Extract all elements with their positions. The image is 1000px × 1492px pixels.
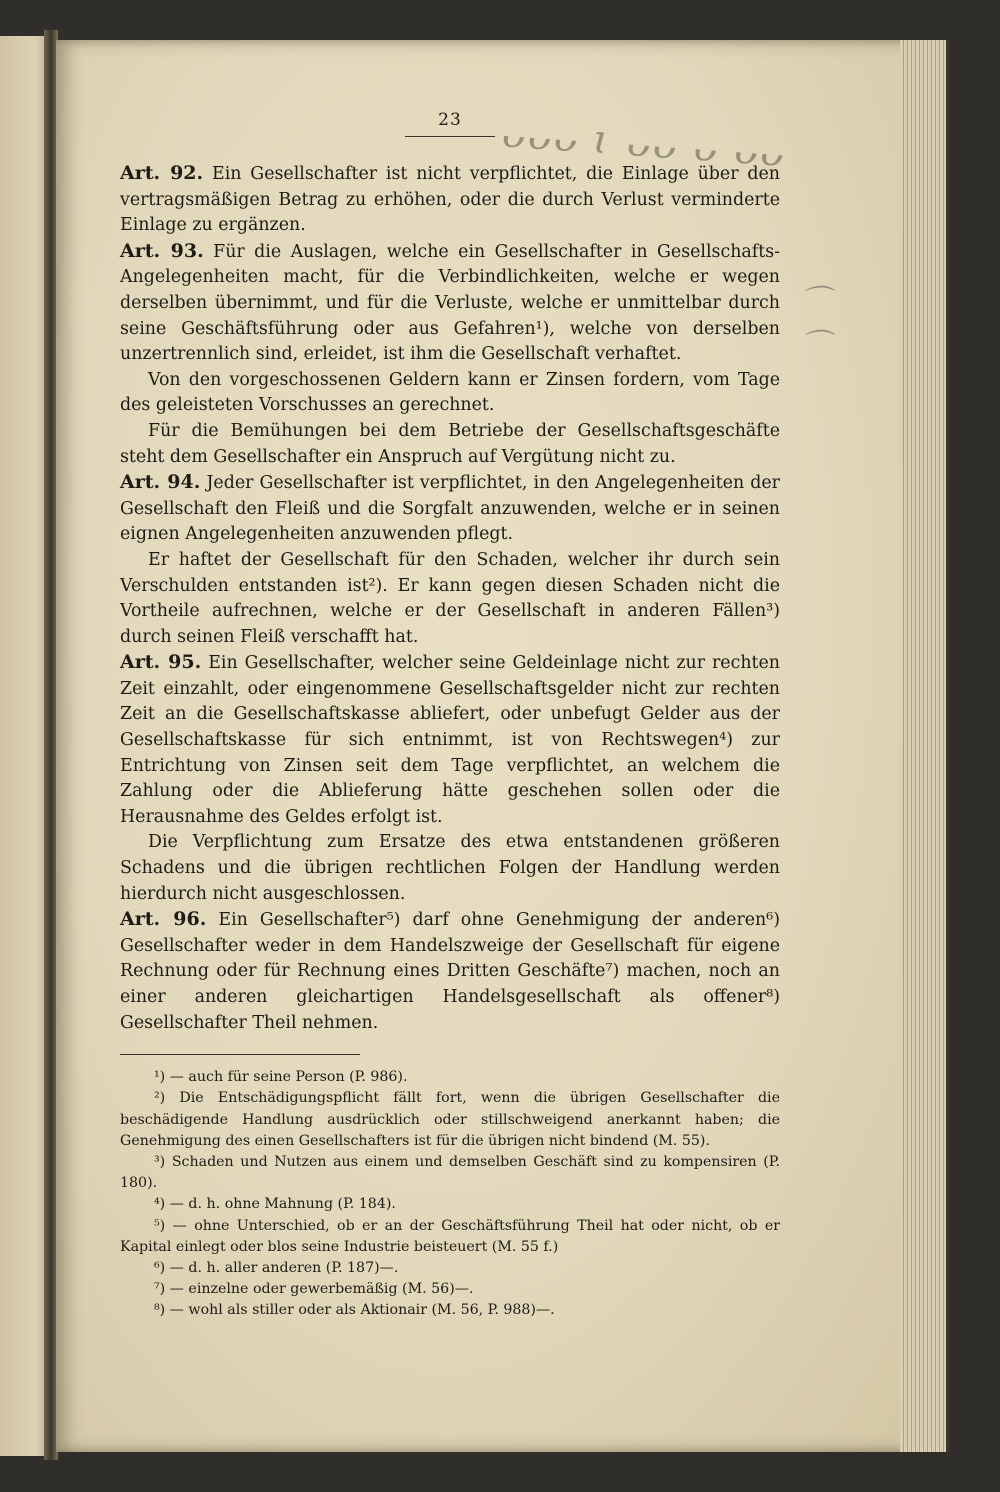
page-number-rule — [405, 136, 495, 137]
paragraph — [120, 419, 780, 470]
paragraph-text: Ein Gesellschafter ist nicht verpflichtet, die Einlage über den vertragsmäßigen Betrag zu erhöhen, oder die durch Verlust verminderte Einlage zu ergänzen. — [120, 164, 780, 236]
body-text — [120, 161, 780, 1036]
footnote: ⁶) — d. h. aller anderen (P. 187)—. — [154, 1260, 399, 1277]
footnote: ⁵) — ohne Unterschied, ob er an der Geschäftsführung Theil hat oder nicht, ob er Kapital einlegt oder blos seine Industrie beisteuert (M. 55 f.) — [120, 1217, 780, 1255]
paragraph-text: Die Verpflichtung zum Ersatze des etwa entstandenen größeren Schadens und die übrigen rechtlichen Folgen der Handlung werden hierdurch nicht ausgeschlossen. — [120, 832, 780, 904]
article-label: Art. 96. — [120, 908, 207, 931]
paragraph — [120, 548, 780, 650]
article-label: Art. 93. — [120, 239, 204, 262]
page-content — [120, 110, 780, 1322]
footnote: ⁸) — wohl als stiller oder als Aktionair (M. 56, P. 988)—. — [154, 1302, 555, 1319]
paragraph-text: Von den vorgeschossenen Geldern kann er Zinsen fordern, vom Tage des geleisteten Vorschusses an gerechnet. — [120, 369, 780, 416]
article-label: Art. 95. — [120, 651, 202, 674]
footnote-rule — [120, 1054, 360, 1055]
paragraph-text: Jeder Gesellschafter ist verpflichtet, in den Angelegenheiten der Gesellschaft den Fleiß und die Sorgfalt anzuwenden, welche er in seinen eignen Angelegenheiten anzuwenden pflegt. — [120, 473, 780, 545]
footnote: ⁷) — einzelne oder gewerbemäßig (M. 56)—. — [154, 1281, 474, 1298]
paragraph-art-96 — [120, 907, 780, 1036]
footnote: ¹) — auch für seine Person (P. 986). — [154, 1069, 408, 1086]
paragraph — [120, 368, 780, 419]
pencil-annotation-margin: ⌒ ⌒ — [800, 284, 830, 363]
paragraph-text: Ein Gesellschafter⁵) darf ohne Genehmigung der anderen⁶) Gesellschafter weder in dem Handelszweige der Gesellschaft für eigene Rechnung oder für Rechnung eines Dritten Geschäfte⁷) machen, noch an einer anderen gleichartigen Handelsgesellschaft als offener⁸) Gesellschafter Theil nehmen. — [120, 910, 781, 1033]
paragraph-text: Er haftet der Gesellschaft für den Schaden, welcher ihr durch sein Verschulden entstanden ist²). Er kann gegen diesen Schaden nicht die Vortheile aufrechnen, welche er der Gesellschaft in anderen Fällen³) durch seinen Fleiß verschafft hat. — [120, 549, 780, 647]
page-edges — [900, 40, 949, 1452]
paragraph-text: Für die Auslagen, welche ein Gesellschafter in Gesellschafts-Angelegenheiten macht, für die Verbindlichkeiten, welche er wegen derselben übernimmt, und für die Verluste, welche er unmittelbar durch seine Geschäftsführung oder aus Gefahren¹), welche von derselben unzertrennlich sind, erleidet, ist ihm die Gesellschaft verhaftet. — [120, 241, 781, 365]
article-label: Art. 92. — [120, 162, 204, 184]
paragraph-art-94 — [120, 470, 780, 548]
paragraph-art-95 — [120, 650, 780, 830]
article-label: Art. 94. — [120, 471, 201, 494]
footnote: ²) Die Entschädigungspflicht fällt fort, wenn die übrigen Gesellschafter die beschädigende Handlung ausdrücklich oder stillschweigend anerkannt haben; die Genehmigung des einen Gesellschafters ist für die übrigen nicht bindend (M. 55). — [120, 1090, 780, 1149]
footnotes — [120, 1067, 780, 1321]
left-page-edge — [0, 36, 50, 1456]
footnote: ⁴) — d. h. ohne Mahnung (P. 184). — [154, 1196, 396, 1213]
page-number: 23 — [438, 110, 462, 130]
paragraph-text: Ein Gesellschafter, welcher seine Geldeinlage nicht zur rechten Zeit einzahlt, oder eingenommene Gesellschaftsgelder nicht zur rechten Zeit an die Gesellschaftskasse abliefert, oder unbefugt Gelder aus der Gesellschaftskasse für sich entnimmt, ist von Rechtswegen⁴) zur Entrichtung von Zinsen seit dem Tage verpflichtet, an welchem die Zahlung oder die Ablieferung hätte geschehen sollen oder die Herausnahme des Geldes erfolgt ist. — [120, 653, 780, 827]
paragraph-text: Für die Bemühungen bei dem Betriebe der Gesellschaftsgeschäfte steht dem Gesellschafter ein Anspruch auf Vergütung nicht zu. — [120, 420, 780, 467]
pencil-annotation-top: ᴗᴗᴗ ɩ ᴗᴗ ᴗ ᴗᴗ — [498, 110, 787, 176]
paragraph-art-92 — [120, 161, 780, 239]
footnote: ³) Schaden und Nutzen aus einem und demselben Geschäft sind zu kompensiren (P. 180). — [120, 1154, 780, 1192]
paragraph-art-93 — [120, 239, 780, 368]
paragraph — [120, 830, 780, 907]
